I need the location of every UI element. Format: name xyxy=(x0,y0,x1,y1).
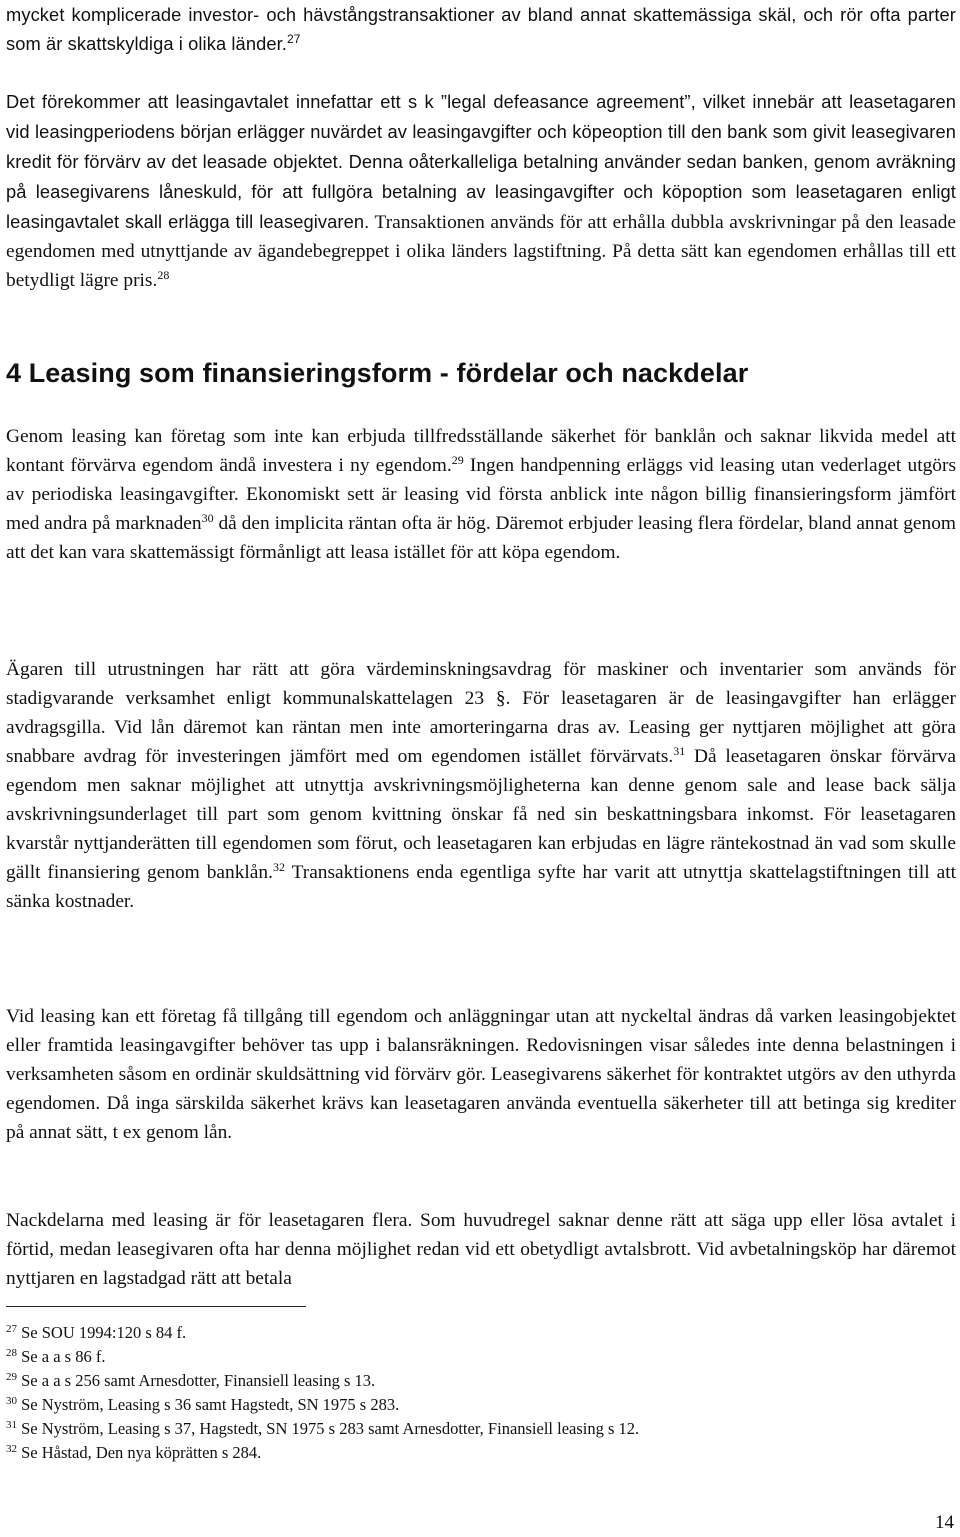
footnote-separator xyxy=(6,1306,306,1307)
footnote-ref-31: 31 xyxy=(673,744,686,758)
footnote-ref-28: 28 xyxy=(157,268,170,282)
footnote-ref-29: 29 xyxy=(451,453,464,467)
footnote-ref-27: 27 xyxy=(287,32,301,46)
paragraph-balance-sheet: Vid leasing kan ett företag få tillgång till egendom och anläggningar utan att nyckeltal ändras då varken leasingobjektet eller framtida leasingavgifter behöver tas upp i balansräkningen. Redovisningen visar således inte denna belastningen i verksamheten såsom en ordinär skuldsättning vid förvärv gör. Leasegivarens säkerhet för kontraktet utgörs av den uthyrda egendomen. Då inga särskilda säkerhet krävs kan leasetagaren använda eventuella säkerheter till att betinga sig krediter på annat sätt, t ex genom lån. xyxy=(6,1006,956,1143)
section-heading: 4 Leasing som finansieringsform - fördelar och nackdelar xyxy=(6,358,749,388)
footnote-32: $^{32}$ Se Håstad, Den nya köprätten s 284. xyxy=(6,1443,262,1462)
paragraph-legal-defeasance: Det förekommer att leasingavtalet innefattar ett s k ”legal defeasance agreement”, vilket innebär att leasetagaren vid leasingperiodens början erlägger nuvärdet av leasingavgifter och köpeoption till den bank som givit leasegivaren kredit för förvärv av det leasade objektet. Denna oåterkalleliga betalning använder sedan banken, genom avräkning på leasegivarens låneskuld, för att fullgöra betalning av leasingavgifter och köpoption som leasetagaren enligt leasingavtalet skall erlägga till leasegivaren. Transaktionen används för att erhålla dubbla avskrivningar på den leasade egendomen med utnyttjande av ägandebegreppet i olika länders lagstiftning. På detta sätt kan egendomen erhållas till ett betydligt lägre pris.$^{28}$ xyxy=(6,91,956,291)
footnote-ref-30: 30 xyxy=(201,511,214,525)
page-number: 14 xyxy=(935,1512,954,1533)
paragraph-disadvantages: Nackdelarna med leasing är för leasetagaren flera. Som huvudregel saknar denne rätt att säga upp eller lösa avtalet i förtid, medan leasegivaren ofta har denna möjlighet redan vid ett obetydligt avtalsbrott. Vid avbetalningsköp har däremot nyttjaren en lagstadgad rätt att betala xyxy=(6,1210,956,1289)
footnote-30: $^{30}$ Se Nyström, Leasing s 36 samt Hagstedt, SN 1975 s 283. xyxy=(6,1395,400,1414)
footnote-27: $^{27}$ Se SOU 1994:120 s 84 f. xyxy=(6,1323,187,1342)
footnote-31: $^{31}$ Se Nyström, Leasing s 37, Hagstedt, SN 1975 s 283 samt Arnesdotter, Finansiell leasing s 12. xyxy=(6,1419,640,1438)
paragraph-intro-continuation: mycket komplicerade investor- och hävstångstransaktioner av bland annat skattemässiga skäl, och rör ofta parter som är skattskyldiga i olika länder.$^{27}$ xyxy=(6,4,956,54)
paragraph-advantages: Genom leasing kan företag som inte kan erbjuda tillfredsställande säkerhet för banklån och saknar likvida medel att kontant förvärva egendom ändå investera i ny egendom.$^{29}$ Ingen handpenning erläggs vid leasing utan vederlaget utgörs av periodiska leasingavgifter. Ekonomiskt sett är leasing vid första anblick inte någon billig finansieringsform jämfört med andra på marknaden$^{30}$ då den implicita räntan ofta är hög. Däremot erbjuder leasing flera fördelar, bland annat genom att det kan vara skattemässigt förmånligt att leasa istället för att köpa egendom. xyxy=(6,426,956,563)
paragraph-depreciation: Ägaren till utrustningen har rätt att göra värdeminskningsavdrag för maskiner och inventarier som används för stadigvarande verksamhet enligt kommunalskattelagen 23 §. För leasetagaren är de leasingavgifter han erlägger avdragsgilla. Vid lån däremot kan räntan men inte amorteringarna dras av. Leasing ger nyttjaren möjlighet att göra snabbare avdrag för investeringen jämfört med om egendomen istället förvärvats.$^{31}$ Då leasetagaren önskar förvärva egendom men saknar möjlighet att utnyttja avskrivningsmöjligheterna kan denne genom sale and lease back sälja avskrivningsunderlaget till part som genom kvittning önskar få ned sin beskattningsbara inkomst. För leasetagaren kvarstår nyttjanderätten till egendomen som förut, och leasetagaren kan erbjudas en lägre räntekostnad än vad som skulle gällt finansiering genom banklån.$^{32}$ Transaktionens enda egentliga syfte har varit att utnyttja skattelagstiftningen till att sänka kostnader. xyxy=(6,659,956,912)
footnote-ref-32: 32 xyxy=(272,860,285,874)
footnote-29: $^{29}$ Se a a s 256 samt Arnesdotter, Finansiell leasing s 13. xyxy=(6,1371,376,1390)
footnote-28: $^{28}$ Se a a s 86 f. xyxy=(6,1347,106,1366)
